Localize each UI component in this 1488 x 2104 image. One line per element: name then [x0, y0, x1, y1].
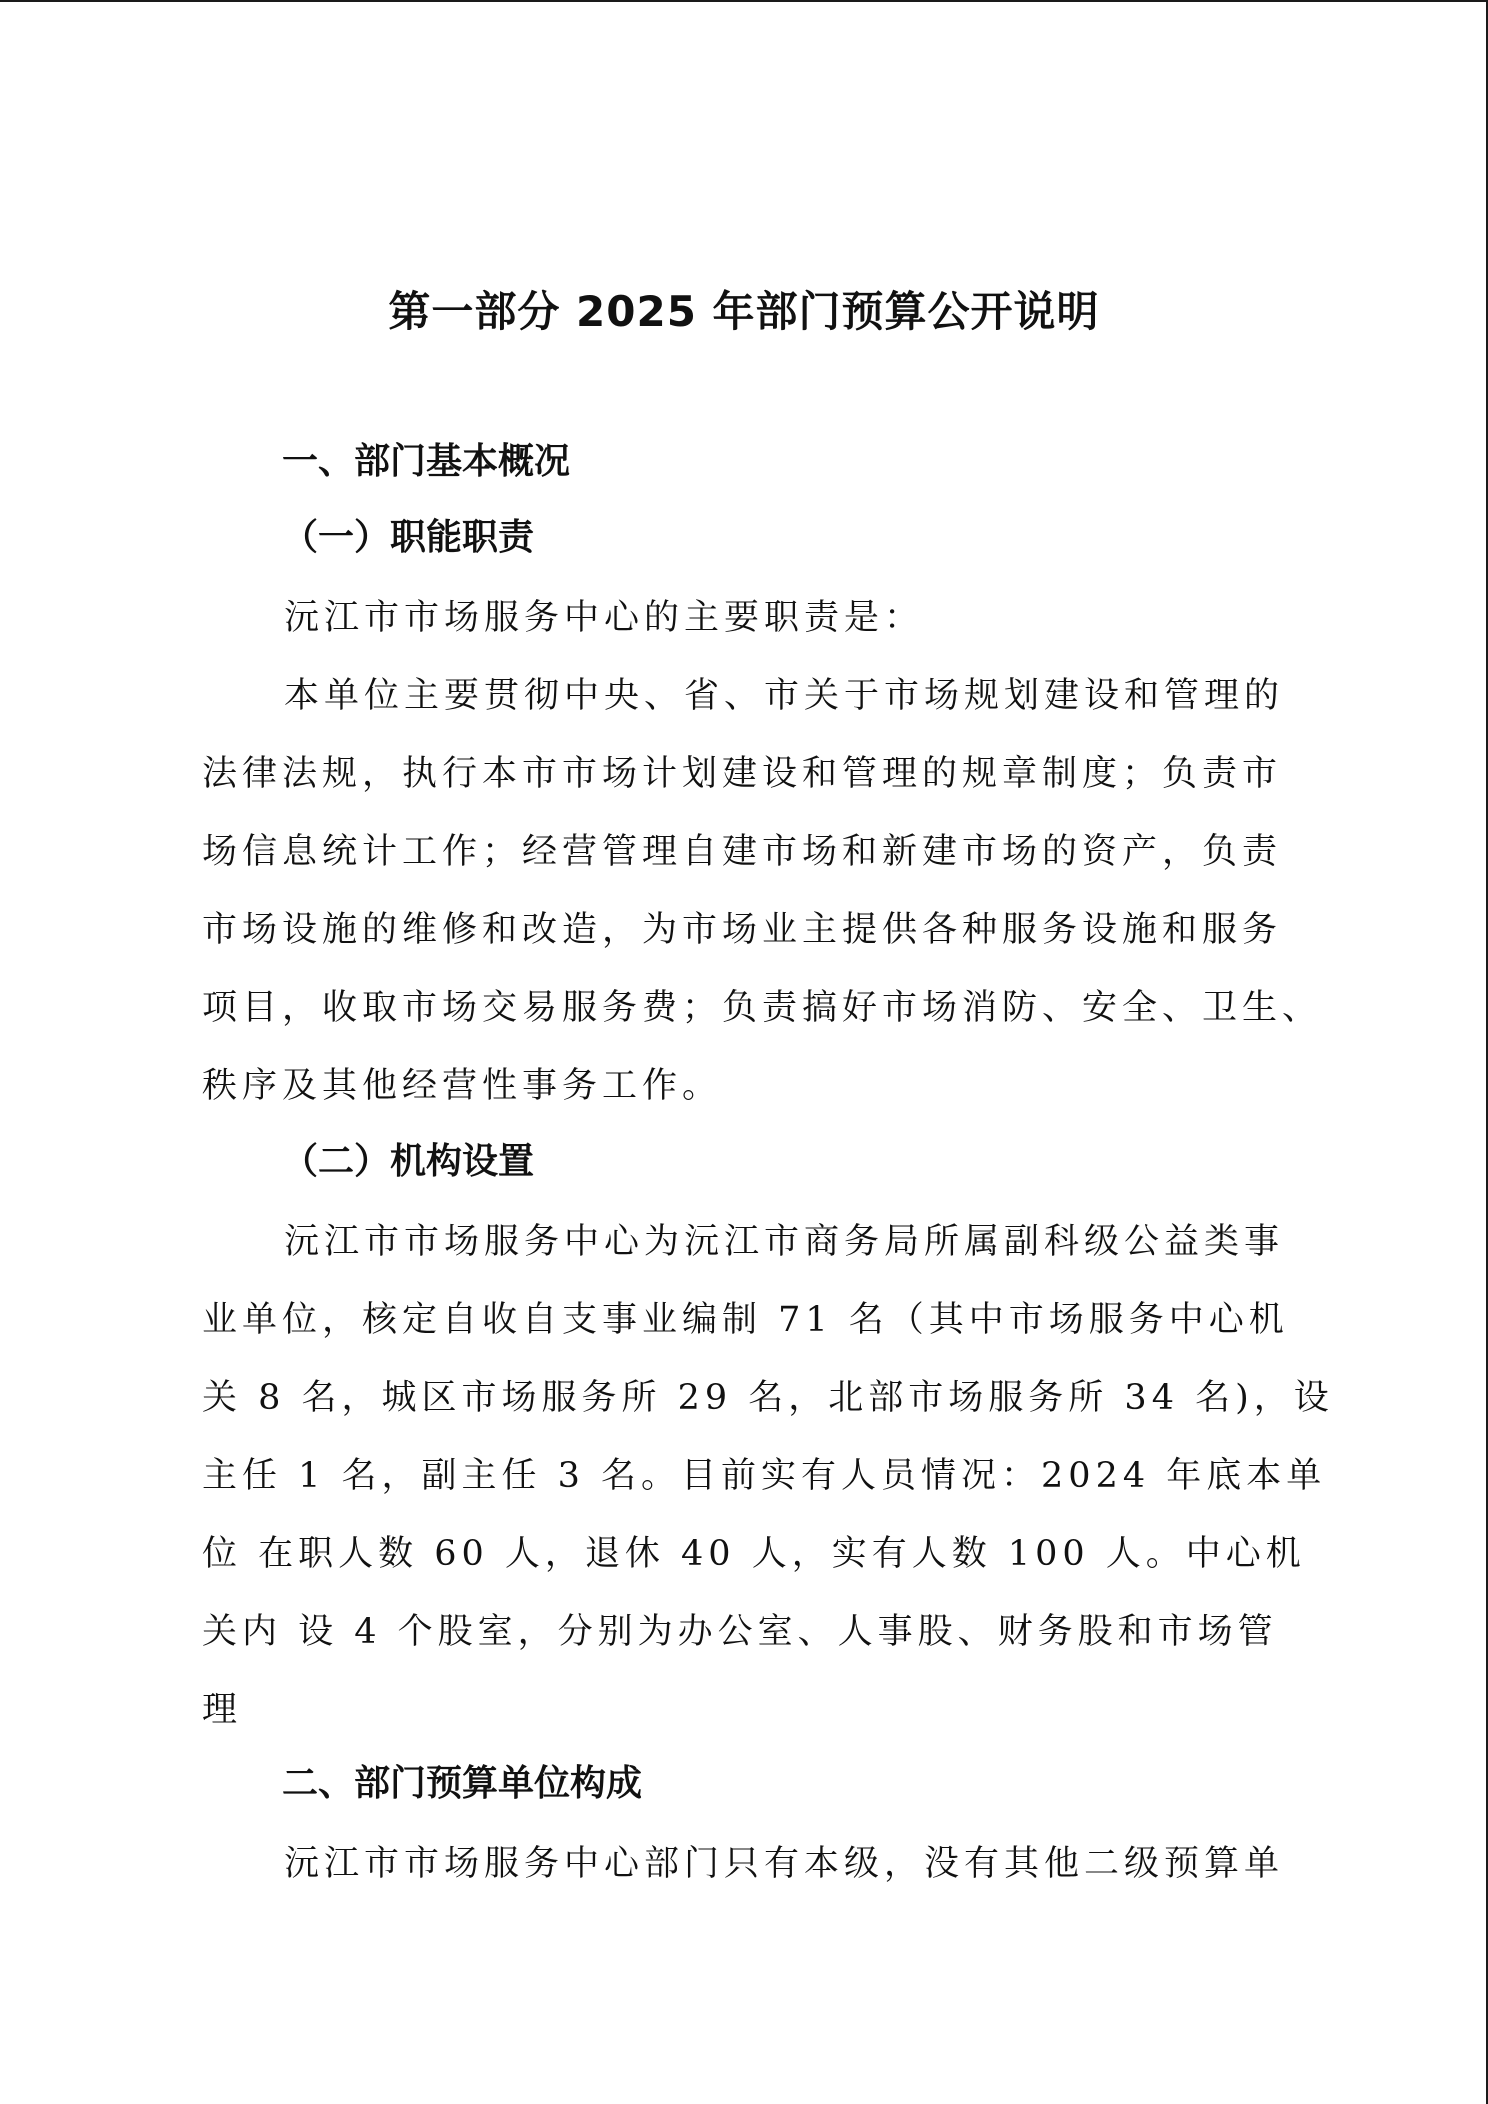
paragraph-line: 法律法规，执行本市市场计划建设和管理的规章制度；负责市: [202, 754, 1283, 794]
subsection-heading-organization: （二）机构设置: [282, 1141, 535, 1182]
paragraph-line: 秩序及其他经营性事务工作。: [202, 1066, 723, 1106]
paragraph-line: 沅江市市场服务中心的主要职责是：: [284, 598, 925, 638]
paragraph-line: 沅江市市场服务中心部门只有本级，没有其他二级预算单: [284, 1844, 1285, 1884]
page-border-top: [0, 0, 1488, 2]
paragraph-line: 项目，收取市场交易服务费；负责搞好市场消防、安全、卫生、: [202, 988, 1323, 1028]
paragraph-line: 主任 1 名，副主任 3 名。目前实有人员情况：2024 年底本单: [202, 1456, 1327, 1496]
paragraph-line: 理: [202, 1690, 243, 1730]
paragraph-line: 市场设施的维修和改造，为市场业主提供各种服务设施和服务: [202, 910, 1283, 950]
subsection-heading-functions: （一）职能职责: [282, 517, 535, 558]
paragraph-line: 本单位主要贯彻中央、省、市关于市场规划建设和管理的: [284, 676, 1285, 716]
section-heading-basic-overview: 一、部门基本概况: [282, 441, 571, 482]
paragraph-line: 沅江市市场服务中心为沅江市商务局所属副科级公益类事: [284, 1222, 1285, 1262]
document-title: 第一部分 2025 年部门预算公开说明: [388, 287, 1100, 336]
paragraph-line: 业单位，核定自收自支事业编制 71 名（其中市场服务中心机: [202, 1300, 1289, 1340]
paragraph-line: 关 8 名，城区市场服务所 29 名，北部市场服务所 34 名)，设: [202, 1378, 1334, 1418]
section-heading-budget-units: 二、部门预算单位构成: [282, 1763, 643, 1804]
paragraph-line: 场信息统计工作；经营管理自建市场和新建市场的资产，负责: [202, 832, 1283, 872]
paragraph-line: 关内 设 4 个股室，分别为办公室、人事股、财务股和市场管: [202, 1612, 1278, 1652]
paragraph-line: 位 在职人数 60 人，退休 40 人，实有人数 100 人。中心机: [202, 1534, 1306, 1574]
